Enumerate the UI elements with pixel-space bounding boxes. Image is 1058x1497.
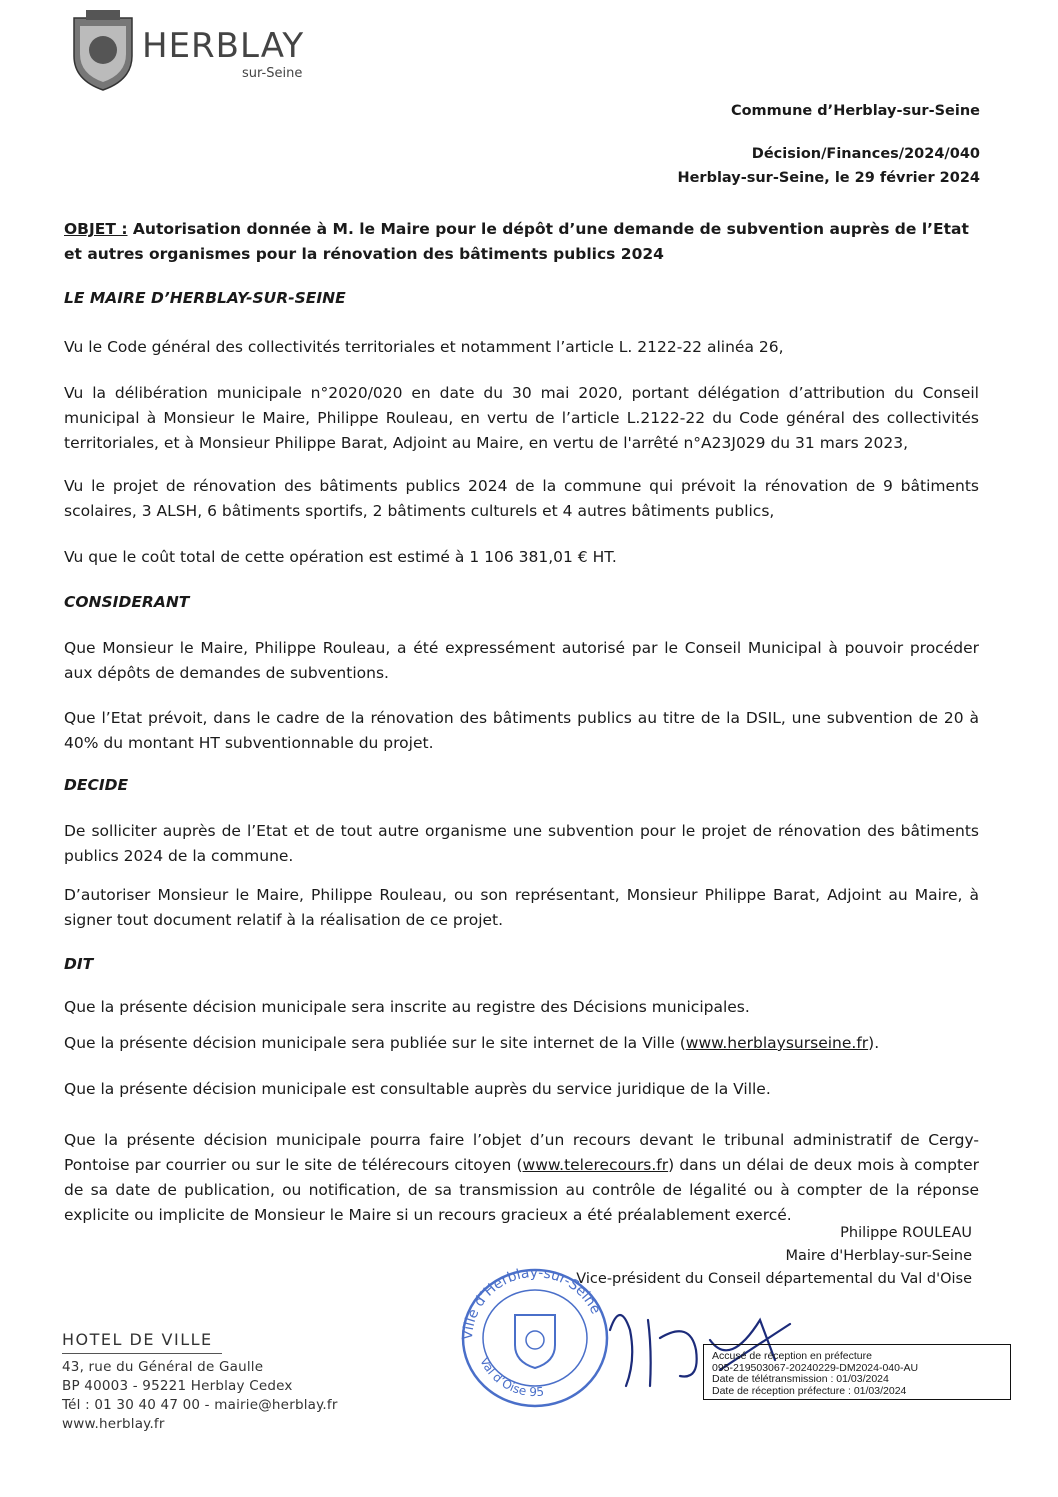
crest-icon [74, 10, 132, 90]
vu-paragraph-3: Vu le projet de rénovation des bâtiments publics 2024 de la commune qui prévoit la rénovation de 9 bâtiments scolaires, 3 ALSH, 6 bâtiments sportifs, 2 bâtiments culturels et 4 autres bâtiments publics, [64, 477, 979, 520]
signatory-title-2: Vice-président du Conseil départemental du Val d'Oise [576, 1271, 972, 1287]
footer-website[interactable]: www.herblay.fr [62, 1416, 165, 1432]
decision-reference: Décision/Finances/2024/040 [751, 146, 980, 162]
receipt-line-1: Accusé de réception en préfecture [712, 1350, 872, 1362]
stamp-crest-icon [515, 1315, 555, 1368]
logo-subtitle: sur-Seine [242, 66, 303, 81]
decide-paragraph-2: D’autoriser Monsieur le Maire, Philippe Rouleau, ou son représentant, Monsieur Philippe Barat, Adjoint au Maire, à signer tout document relatif à la réalisation de ce projet. [64, 886, 979, 929]
herblay-website-link[interactable]: www.herblaysurseine.fr [685, 1034, 869, 1052]
svg-text:Val d’Oise 95 [477, 1355, 544, 1399]
considerant-paragraph-2: Que l’Etat prévoit, dans le cadre de la rénovation des bâtiments publics au titre de la DSIL, une subvention de 20 à 40% du montant HT subventionnable du projet. [64, 709, 979, 752]
vu-paragraph-1: Vu le Code général des collectivités territoriales et notamment l’article L. 2122-22 alinéa 26, [64, 338, 784, 356]
dit-paragraph-1: Que la présente décision municipale sera inscrite au registre des Décisions municipales. [64, 998, 750, 1016]
footer-title: HOTEL DE VILLE [62, 1330, 213, 1349]
considerant-paragraph-1: Que Monsieur le Maire, Philippe Rouleau, a été expressément autorisé par le Conseil Municipal à pouvoir procéder aux dépôts de demandes de subventions. [64, 639, 979, 682]
footer-address: 43, rue du Général de Gaulle [62, 1359, 264, 1375]
footer-bp: BP 40003 - 95221 Herblay Cedex [62, 1378, 293, 1394]
receipt-line-3: Date de télétransmission : 01/03/2024 [712, 1373, 889, 1385]
prefecture-receipt [703, 1344, 1011, 1400]
svg-text:Ville d’Herblay-sur-Seine [460, 1265, 604, 1340]
receipt-line-2: 095-219503067-20240229-DM2024-040-AU [712, 1361, 919, 1374]
telerecours-link[interactable]: www.telerecours.fr [522, 1156, 669, 1174]
dit-paragraph-3: Que la présente décision municipale est consultable auprès du service juridique de la Ville. [64, 1080, 771, 1098]
objet-label: OBJET : [64, 220, 128, 238]
signatory-name: Philippe ROULEAU [840, 1225, 972, 1241]
decide-heading: DECIDE [64, 776, 129, 794]
stamp-text-top: Ville d’Herblay-sur-Seine [459, 1264, 604, 1341]
stamp-text-bottom: Val d’Oise 95 [477, 1355, 545, 1400]
signatory-title: Maire d'Herblay-sur-Seine [785, 1248, 972, 1264]
objet-text: Autorisation donnée à M. le Maire pour le dépôt d’une demande de subvention auprès de l’Etat et autres organismes pour la rénovation des bâtiments publics 2024 [64, 220, 969, 263]
vu-paragraph-4: Vu que le coût total de cette opération est estimé à 1 106 381,01 € HT. [64, 548, 617, 566]
considerant-heading: CONSIDERANT [64, 593, 190, 611]
place-date: Herblay-sur-Seine, le 29 février 2024 [677, 170, 980, 186]
footer-divider [62, 1353, 222, 1354]
footer-contact: Tél : 01 30 40 47 00 - mairie@herblay.fr [62, 1397, 338, 1413]
objet [64, 217, 979, 267]
commune-name: Commune d’Herblay-sur-Seine [730, 103, 980, 119]
vu-paragraph-2: Vu la délibération municipale n°2020/020 en date du 30 mai 2020, portant délégation d’attribution du Conseil municipal à Monsieur le Maire, Philippe Rouleau, en vertu de l’article L.2122-22 du Code général des collectivités territoriales, et à Monsieur Philippe Barat, Adjoint au Maire, en vertu de l'arrêté n°A23J029 du 31 mars 2023, [64, 384, 979, 452]
dit-paragraph-4: Que la présente décision municipale pourra faire l’objet d’un recours devant le tribunal administratif de Cergy-Pontoise par courrier ou sur le site de télérecours citoyen (www.telerecours.fr) dans un délai de deux mois à compter de sa date de publication, ou notification, de sa transmission au contrôle de légalité ou à compter de la réponse explicite ou implicite de Monsieur le Maire si un recours gracieux a été préalablement exercé. [64, 1131, 979, 1224]
logo-name: HERBLAY [142, 26, 305, 66]
decide-paragraph-1: De solliciter auprès de l’Etat et de tout autre organisme une subvention pour le projet de rénovation des bâtiments publics 2024 de la commune. [64, 822, 979, 865]
dit-paragraph-2: Que la présente décision municipale sera publiée sur le site internet de la Ville (www.herblaysurseine.fr). [64, 1034, 880, 1052]
dit-heading: DIT [64, 955, 94, 973]
municipal-stamp [450, 1260, 620, 1410]
maire-heading: LE MAIRE D’HERBLAY-SUR-SEINE [64, 289, 346, 307]
receipt-line-4: Date de réception préfecture : 01/03/2024 [712, 1384, 907, 1397]
